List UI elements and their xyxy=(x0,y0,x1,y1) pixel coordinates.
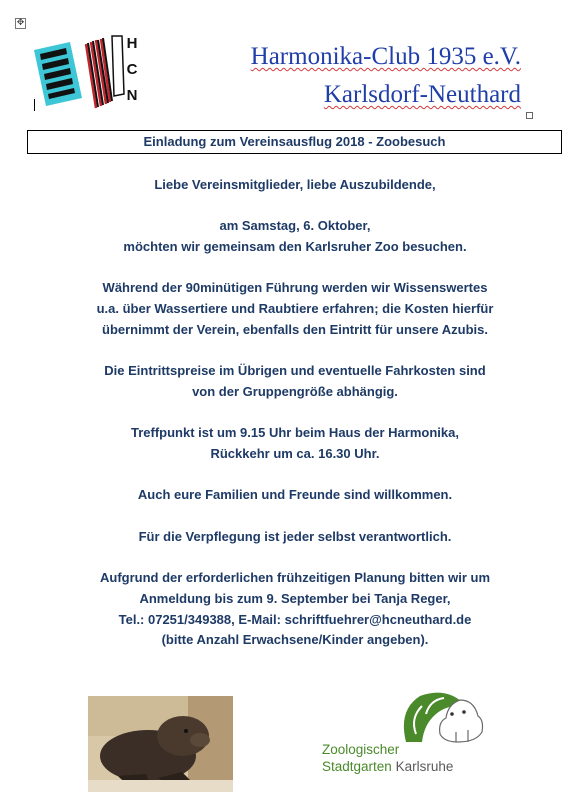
text-line: am Samstag, 6. Oktober, xyxy=(219,218,371,234)
text-line: Anmeldung bis zum 9. September bei Tanja Reger, xyxy=(139,590,451,606)
zoo-name-line2 xyxy=(322,758,453,775)
text-line: Tel.: 07251/349388, E-Mail: schriftfuehrer@hcneuthard.de xyxy=(118,611,472,627)
logo-letter-h: H xyxy=(126,35,138,52)
paragraph-greeting xyxy=(20,175,570,196)
text-line: (bitte Anzahl Erwachsene/Kinder angeben). xyxy=(161,632,429,648)
zoo-name-city: Karlsruhe xyxy=(395,759,454,774)
club-name-line2: Karlsdorf-Neuthard xyxy=(323,81,521,108)
table-resize-handle[interactable] xyxy=(526,112,533,119)
text-line: Liebe Vereinsmitglieder, liebe Auszubildende, xyxy=(154,177,436,192)
paragraph-families xyxy=(20,485,570,506)
text-line: Aufgrund der erforderlichen frühzeitigen Planung bitten wir um xyxy=(99,570,490,586)
zoo-name-line1: Zoologischer xyxy=(322,742,400,757)
text-line: möchten wir gemeinsam den Karlsruher Zoo besuchen. xyxy=(123,239,467,255)
paragraph-meeting-point xyxy=(20,423,570,464)
club-name-line1: Harmonika-Club 1935 e.V. xyxy=(250,43,521,70)
text-line: von der Gruppengröße abhängig. xyxy=(192,383,398,399)
text-line: Während der 90minütigen Führung werden wir Wissenswertes xyxy=(102,280,488,296)
paragraph-registration xyxy=(20,568,570,651)
text-line: Für die Verpflegung ist jeder selbst verantwortlich. xyxy=(138,528,452,544)
sea-lion-photo xyxy=(88,696,233,792)
text-line: Rückkehr um ca. 16.30 Uhr. xyxy=(210,446,380,462)
text-line: übernimmt der Verein, ebenfalls den Eintritt für unsere Azubis. xyxy=(102,321,488,337)
logo-letter-c: C xyxy=(126,61,138,78)
invitation-body xyxy=(20,175,570,672)
text-line: Treffpunkt ist um 9.15 Uhr beim Haus der Harmonika, xyxy=(131,425,459,441)
paragraph-tour xyxy=(20,278,570,340)
accordion-icon xyxy=(34,36,124,108)
zoo-name xyxy=(322,741,453,775)
zoo-leaf-icon xyxy=(318,690,493,745)
logo-letter-n: N xyxy=(126,87,138,104)
table-move-handle[interactable]: ✥ xyxy=(16,18,25,28)
paragraph-catering xyxy=(20,527,570,548)
zoo-logo xyxy=(318,690,493,790)
paragraph-date xyxy=(20,216,570,257)
text-line: Die Eintrittspreise im Übrigen und eventuelle Fahrkosten sind xyxy=(104,363,486,379)
zoo-name-stadtgarten: Stadtgarten xyxy=(322,759,392,774)
text-line: u.a. über Wassertiere und Raubtiere erfahren; die Kosten hierfür xyxy=(96,301,494,317)
invitation-title: Einladung zum Vereinsausflug 2018 - Zoobesuch xyxy=(27,130,562,154)
paragraph-prices xyxy=(20,361,570,402)
text-line: Auch eure Familien und Freunde sind willkommen. xyxy=(137,487,453,503)
text-cursor xyxy=(34,99,35,111)
club-logo xyxy=(30,32,145,112)
club-name xyxy=(251,38,521,114)
